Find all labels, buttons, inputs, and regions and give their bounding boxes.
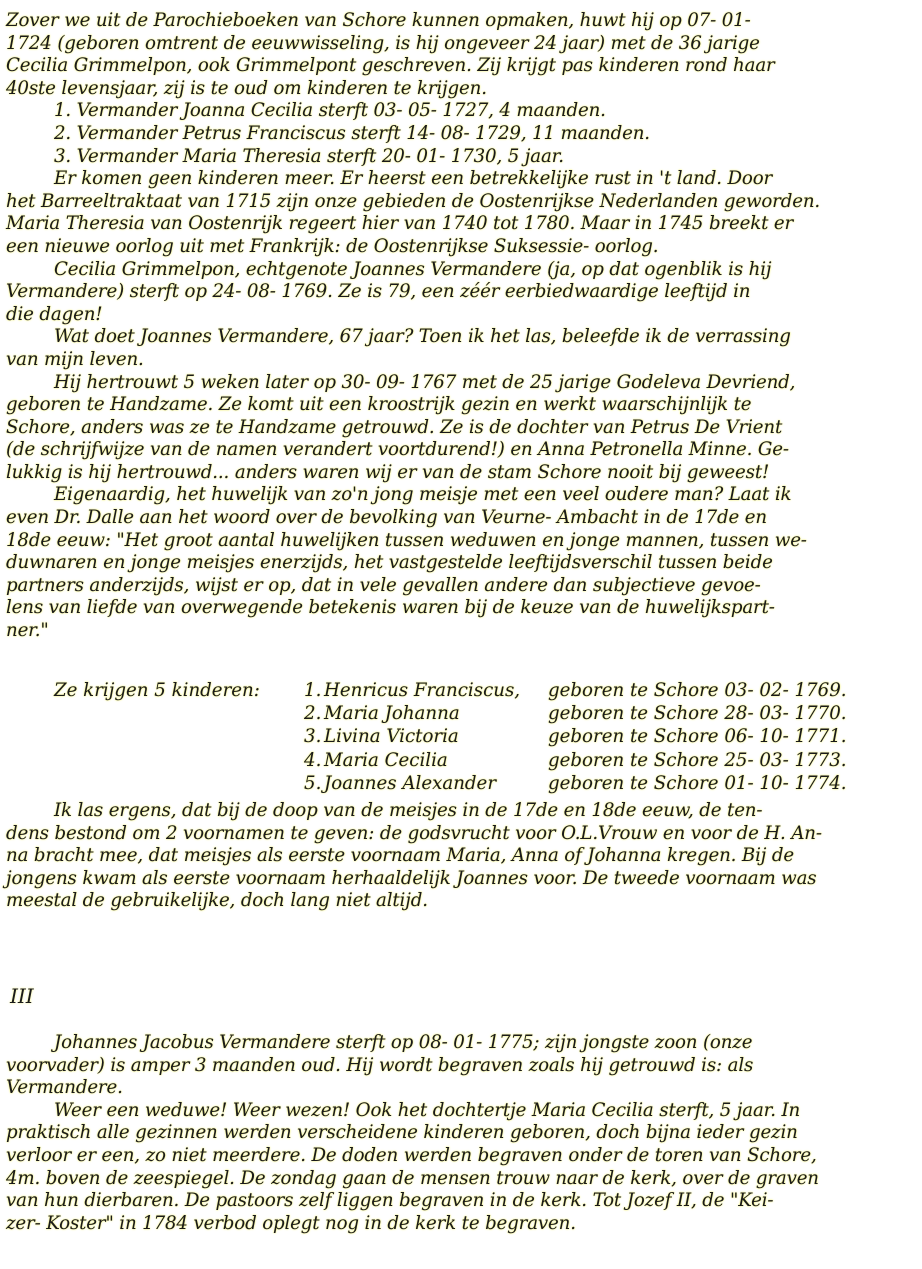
text-line: een nieuwe oorlog uit met Frankrijk: de Oostenrijkse Suksessie- oorlog. [6, 235, 659, 257]
text-line: Schore, anders was ze te Handzame getrouwd. Ze is de dochter van Petrus De Vrient [6, 416, 783, 438]
child-number: 5. [304, 772, 322, 794]
child-number: 1. [304, 680, 322, 701]
text-line: lukkig is hij hertrouwd... anders waren wij er van de stam Schore nooit bij geweest! [6, 461, 770, 483]
text-line: 1724 (geboren omtrent de eeuwwisseling, is hij ongeveer 24 jaar) met de 36 jarige [6, 32, 760, 54]
children-intro: Ze krijgen 5 kinderen: [54, 680, 260, 701]
child-name: Maria Cecilia [324, 749, 448, 771]
text-line: 3. Vermander Maria Theresia sterft 20- 01- 1730, 5 jaar. [54, 145, 564, 167]
text-line: even Dr. Dalle aan het woord over de bevolking van Veurne- Ambacht in de 17de en [6, 507, 767, 529]
text-line: van hun dierbaren. De pastoors zelf liggen begraven in de kerk. Tot Jozef II, de "Kei- [6, 1190, 774, 1212]
child-number: 2. [304, 703, 322, 725]
child-name: Livina Victoria [324, 726, 459, 748]
child-row [6, 749, 914, 772]
children-list [6, 679, 914, 795]
child-birth: geboren te Schore 25- 03- 1773. [548, 749, 847, 771]
text-line: Cecilia Grimmelpon, ook Grimmelpont geschreven. Zij krijgt pas kinderen rond haar [6, 55, 775, 77]
text-line: Vermandere) sterft op 24- 08- 1769. Ze is 79, een zéér eerbiedwaardige leeftijd in [6, 281, 751, 303]
text-line: jongens kwam als eerste voornaam herhaaldelijk Joannes voor. De tweede voornaam was [6, 867, 817, 889]
text-line: 4m. boven de zeespiegel. De zondag gaan de mensen trouw naar de kerk, over de graven [6, 1167, 819, 1189]
text-line: ner." [6, 620, 49, 642]
text-line: Vermandere. [6, 1077, 123, 1099]
text-line: Eigenaardig, het huwelijk van zo'n jong meisje met een veel oudere man? Laat ik [54, 484, 792, 506]
text-line: van mijn leven. [6, 348, 144, 370]
child-row [6, 772, 914, 795]
child-birth: geboren te Schore 03- 02- 1769. [548, 680, 847, 701]
text-line: zer- Koster" in 1784 verbod oplegt nog in de kerk te begraven. [6, 1212, 576, 1234]
text-line: Hij hertrouwt 5 weken later op 30- 09- 1767 met de 25 jarige Godeleva Devriend, [54, 371, 796, 393]
child-name: Henricus Franciscus, [324, 680, 521, 701]
child-number: 4. [304, 749, 322, 771]
child-row [6, 725, 914, 748]
text-line: partners anderzijds, wijst er op, dat in vele gevallen andere dan subjectieve gevoe- [6, 574, 761, 596]
text-line: 40ste levensjaar, zij is te oud om kinderen te krijgen. [6, 77, 487, 99]
text-line: 18de eeuw: "Het groot aantal huwelijken tussen weduwen en jonge mannen, tussen we- [6, 529, 807, 551]
text-line: Er komen geen kinderen meer. Er heerst een betrekkelijke rust in 't land. Door [54, 168, 773, 190]
text-line: geboren te Handzame. Ze komt uit een kroostrijk gezin en werkt waarschijnlijk te [6, 394, 752, 416]
text-line: (de schrijfwijze van de namen verandert voortdurend!) en Anna Petronella Minne. Ge- [6, 439, 789, 461]
text-line: 2. Vermander Petrus Franciscus sterft 14- 08- 1729, 11 maanden. [54, 122, 650, 144]
text-line: dens bestond om 2 voornamen te geven: de godsvrucht voor O.L.Vrouw en voor de H. An- [6, 822, 822, 844]
text-line: 1. Vermander Joanna Cecilia sterft 03- 05- 1727, 4 maanden. [54, 100, 606, 122]
section-separator: III [10, 984, 34, 1008]
text-line: het Barreeltraktaat van 1715 zijn onze gebieden de Oostenrijkse Nederlanden geworden. [6, 190, 821, 212]
text-line: duwnaren en jonge meisjes enerzijds, het vastgestelde leeftijdsverschil tussen beide [6, 552, 773, 574]
text-line: Johannes Jacobus Vermandere sterft op 08- 01- 1775; zijn jongste zoon (onze [54, 1032, 753, 1053]
text-section-1 [6, 10, 914, 643]
text-line: Wat doet Joannes Vermandere, 67 jaar? Toen ik het las, beleefde ik de verrassing [54, 326, 791, 348]
child-number: 3. [304, 726, 322, 748]
text-section-3 [6, 1032, 914, 1235]
child-row [6, 679, 914, 702]
child-row [6, 702, 914, 725]
text-line: Maria Theresia van Oostenrijk regeert hier van 1740 tot 1780. Maar in 1745 breekt er [6, 213, 794, 235]
child-name: Maria Johanna [324, 703, 460, 725]
text-line: lens van liefde van overwegende betekenis waren bij de keuze van de huwelijkspart- [6, 597, 775, 619]
text-line: na bracht mee, dat meisjes als eerste voornaam Maria, Anna of Johanna kregen. Bij de [6, 845, 795, 867]
text-line: Zover we uit de Parochieboeken van Schore kunnen opmaken, huwt hij op 07- 01- [6, 10, 751, 31]
child-birth: geboren te Schore 01- 10- 1774. [548, 772, 847, 794]
text-line: praktisch alle gezinnen werden verscheidene kinderen geboren, doch bijna ieder gezin [6, 1122, 798, 1144]
text-section-2 [6, 800, 914, 913]
text-line: meestal de gebruikelijke, doch lang niet altijd. [6, 890, 428, 912]
child-name: Joannes Alexander [324, 772, 497, 794]
text-line: Weer een weduwe! Weer wezen! Ook het dochtertje Maria Cecilia sterft, 5 jaar. In [54, 1099, 801, 1121]
text-line: Cecilia Grimmelpon, echtgenote Joannes Vermandere (ja, op dat ogenblik is hij [54, 258, 772, 280]
child-birth: geboren te Schore 28- 03- 1770. [548, 703, 847, 725]
child-birth: geboren te Schore 06- 10- 1771. [548, 726, 847, 748]
text-line: voorvader) is amper 3 maanden oud. Hij wordt begraven zoals hij getrouwd is: als [6, 1054, 754, 1076]
text-line: Ik las ergens, dat bij de doop van de meisjes in de 17de en 18de eeuw, de ten- [54, 800, 763, 821]
text-line: die dagen! [6, 303, 103, 325]
text-line: verloor er een, zo niet meerdere. De doden werden begraven onder de toren van Schore, [6, 1144, 817, 1166]
